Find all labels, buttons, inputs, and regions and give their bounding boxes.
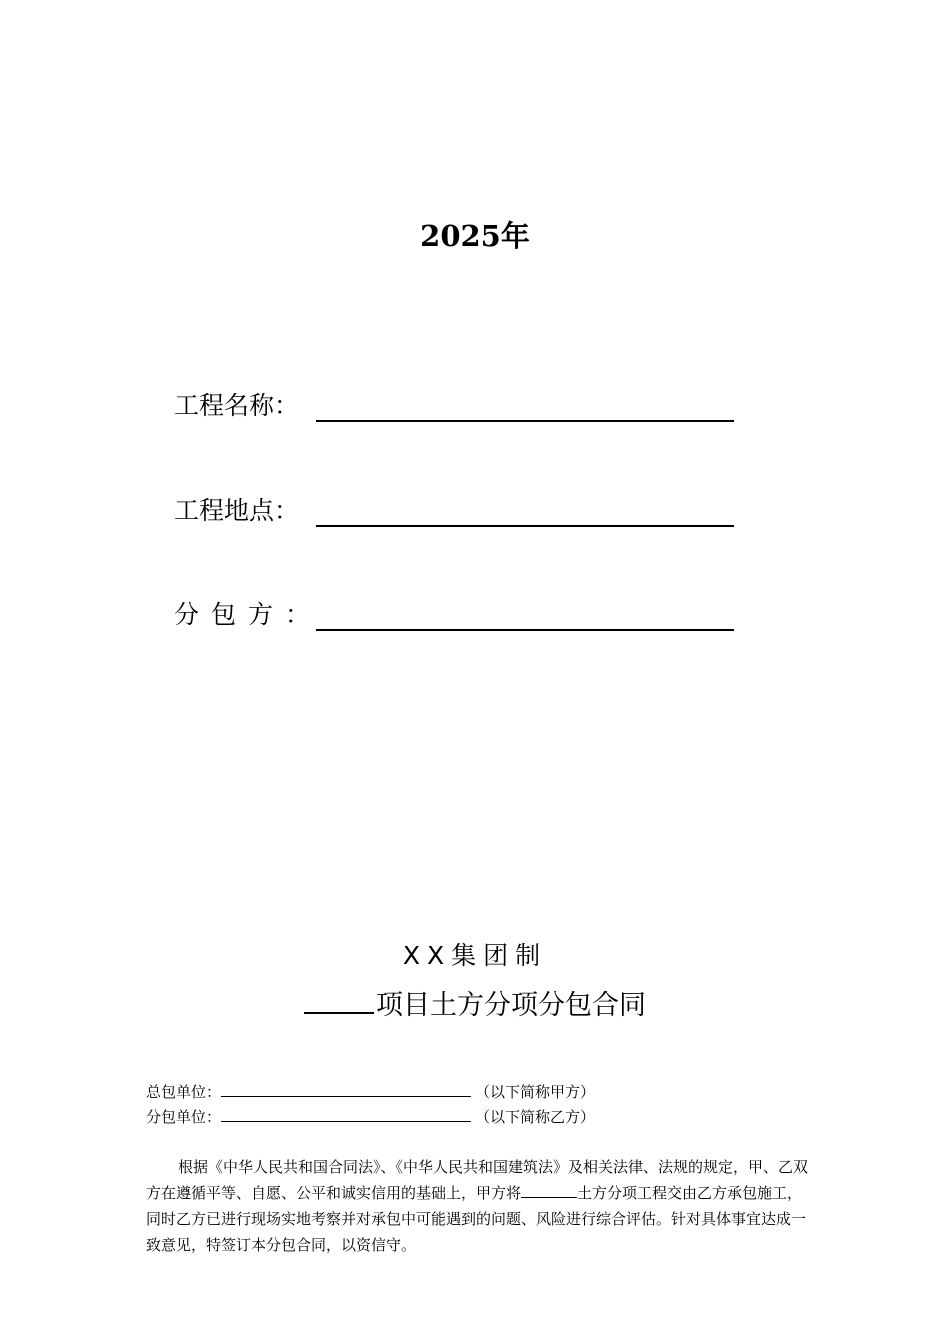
subcontractor-unit-suffix: （以下简称乙方）: [475, 1108, 596, 1126]
preamble-text-after: 土方分项工程交由乙方承包施工，同时乙方已进行现场实地考察并对承包中可能遇到的问题、风险进行综合评估。针对具体事宜达成一致意见，特签订本分包合同，以资信守。: [146, 1184, 807, 1254]
contract-preamble: [146, 1154, 810, 1258]
general-contractor-label: 总包单位：: [146, 1083, 222, 1101]
project-location-blank-line: [316, 495, 734, 527]
project-location-label: 工程地点：: [174, 496, 300, 525]
general-contractor-suffix: （以下简称甲方）: [475, 1083, 596, 1101]
preamble-text-before: 根据《中华人民共和国合同法》、《中华人民共和国建筑法》及相关法律、法规的规定，甲、乙双方在遵循平等、自愿、公平和诚实信用的基础上，甲方将: [146, 1158, 809, 1202]
subcontractor-unit-blank: [221, 1105, 471, 1122]
subcontractor-label: 分包方：: [174, 600, 323, 629]
cover-issuer: XX集团制: [402, 941, 548, 970]
contract-title-text: 项目土方分项分包合同: [376, 990, 646, 1021]
subcontractor-unit-label: 分包单位：: [146, 1108, 222, 1126]
preamble-project-blank: [521, 1182, 577, 1198]
project-name-blank-line: [316, 390, 734, 422]
general-contractor-line: [146, 1080, 766, 1104]
general-contractor-blank: [221, 1080, 471, 1097]
contract-title: [0, 986, 950, 1026]
title-project-blank: [304, 988, 374, 1014]
cover-year: 2025年: [420, 219, 530, 253]
subcontractor-field: [174, 593, 734, 633]
subcontractor-blank-line: [316, 599, 734, 631]
project-name-field: [174, 384, 734, 424]
project-location-field: [174, 489, 734, 529]
project-name-label: 工程名称：: [174, 391, 300, 420]
subcontractor-line: [146, 1105, 766, 1129]
